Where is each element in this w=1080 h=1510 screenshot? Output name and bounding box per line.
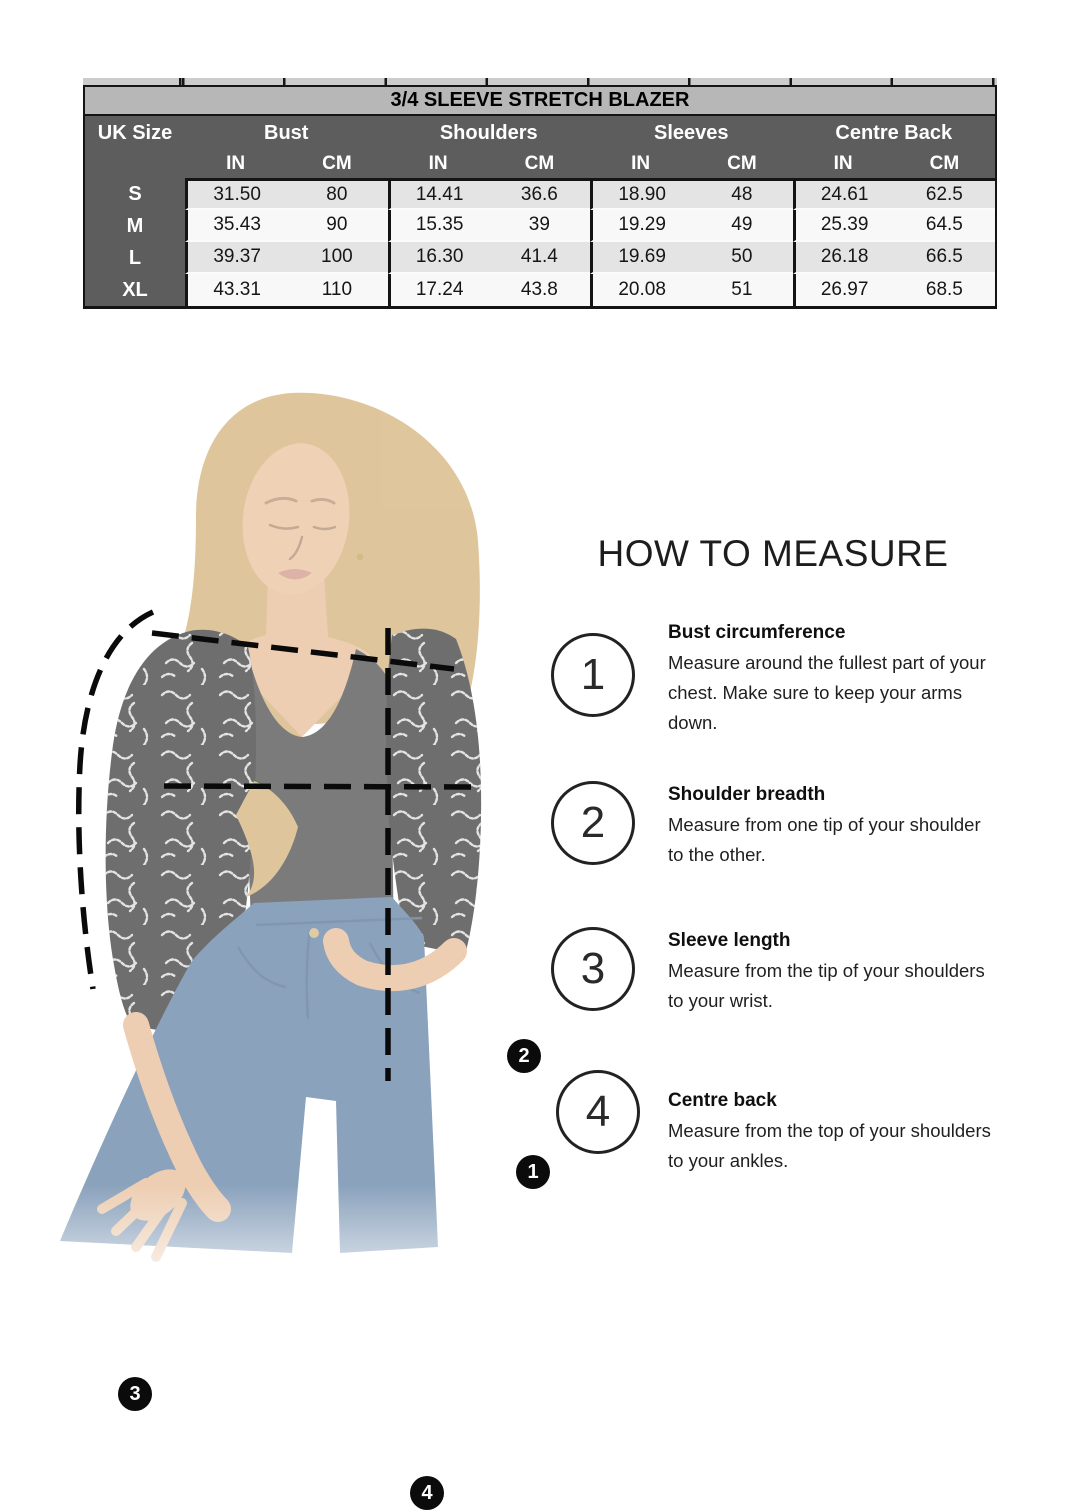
unit-header: IN	[226, 153, 246, 174]
uk-size-header: UK Size	[97, 121, 173, 144]
step-2	[668, 780, 1000, 870]
measurement-cell: 26.18	[793, 242, 894, 274]
table-title: 3/4 SLEEVE STRETCH BLAZER	[85, 87, 995, 116]
measurement-cell: 39	[489, 210, 590, 242]
measurement-cell: 31.50	[185, 178, 286, 210]
step-4	[668, 1086, 1000, 1176]
measurement-cell: 64.5	[894, 210, 995, 242]
unit-header: CM	[929, 153, 960, 174]
measurement-cell: 66.5	[894, 242, 995, 274]
step-4-number-circle: 4	[556, 1070, 640, 1154]
table-top-gridline-ticks	[83, 78, 997, 85]
measurement-cell: 14.41	[388, 178, 489, 210]
size-cell: L	[128, 246, 142, 269]
measurement-cell: 16.30	[388, 242, 489, 274]
measurement-cell: 110	[286, 274, 387, 306]
step-1-number-circle: 1	[551, 633, 635, 717]
measurement-cell: 35.43	[185, 210, 286, 242]
step-3-number-circle: 3	[551, 927, 635, 1011]
measurement-cell: 41.4	[489, 242, 590, 274]
unit-header: IN	[428, 153, 448, 174]
measurement-cell: 15.35	[388, 210, 489, 242]
bust-group-header: Bust	[264, 121, 309, 144]
step-1	[668, 618, 1000, 738]
measurement-cell: 80	[286, 178, 387, 210]
figure-marker-4: 4	[410, 1476, 444, 1510]
measurement-cell: 49	[691, 210, 792, 242]
step-2-description: Measure from one tip of your shoulder to the other.	[668, 814, 981, 865]
measurement-cell: 19.69	[590, 242, 691, 274]
size-cell: XL	[122, 278, 148, 301]
step-3	[668, 926, 1000, 1016]
unit-header: CM	[524, 153, 555, 174]
size-cell: M	[126, 214, 144, 237]
shoulder-measure-line	[152, 633, 454, 669]
step-1-title: Bust circumference	[668, 622, 846, 643]
measurement-cell: 68.5	[894, 274, 995, 306]
measurement-cell: 100	[286, 242, 387, 274]
measurement-cell: 18.90	[590, 178, 691, 210]
measurement-cell: 26.97	[793, 274, 894, 306]
measurement-cell: 48	[691, 178, 792, 210]
step-2-title: Shoulder breadth	[668, 784, 826, 805]
size-chart-table	[83, 85, 997, 309]
how-to-measure-heading: HOW TO MEASURE	[597, 533, 949, 574]
measurement-cell: 19.29	[590, 210, 691, 242]
measurement-cell: 17.24	[388, 274, 489, 306]
step-4-description: Measure from the top of your shoulders to your ankles.	[668, 1120, 991, 1171]
unit-header: CM	[322, 153, 352, 174]
measurement-dashed-lines	[40, 385, 545, 1315]
table-grid	[85, 116, 995, 306]
centre-back-group-header: Centre Back	[835, 121, 953, 144]
size-cell: S	[128, 182, 142, 205]
sleeve-measure-line	[79, 612, 153, 989]
measurement-cell: 51	[691, 274, 792, 306]
measurement-cell: 36.6	[489, 178, 590, 210]
measurement-cell: 90	[286, 210, 387, 242]
measurement-cell: 25.39	[793, 210, 894, 242]
measurement-cell: 24.61	[793, 178, 894, 210]
shoulders-group-header: Shoulders	[439, 121, 538, 144]
step-3-title: Sleeve length	[668, 930, 791, 951]
model-photo	[40, 385, 545, 1504]
measurement-cell: 20.08	[590, 274, 691, 306]
unit-header: IN	[833, 153, 853, 174]
step-2-number-circle: 2	[551, 781, 635, 865]
step-1-description: Measure around the fullest part of your chest. Make sure to keep your arms down.	[668, 652, 986, 733]
step-3-description: Measure from the tip of your shoulders to your wrist.	[668, 960, 985, 1011]
measurement-cell: 50	[691, 242, 792, 274]
unit-header: IN	[631, 153, 651, 174]
measurement-cell: 43.31	[185, 274, 286, 306]
step-4-title: Centre back	[668, 1090, 777, 1111]
measurement-cell: 62.5	[894, 178, 995, 210]
figure-marker-3: 3	[118, 1377, 152, 1411]
figure-marker-1: 1	[516, 1155, 550, 1189]
figure-marker-2: 2	[507, 1039, 541, 1073]
sleeves-group-header: Sleeves	[653, 121, 729, 144]
measurement-cell: 43.8	[489, 274, 590, 306]
empty-header-cell	[85, 150, 185, 178]
bust-measure-line	[164, 786, 477, 787]
measurement-cell: 39.37	[185, 242, 286, 274]
unit-header: CM	[727, 153, 757, 174]
